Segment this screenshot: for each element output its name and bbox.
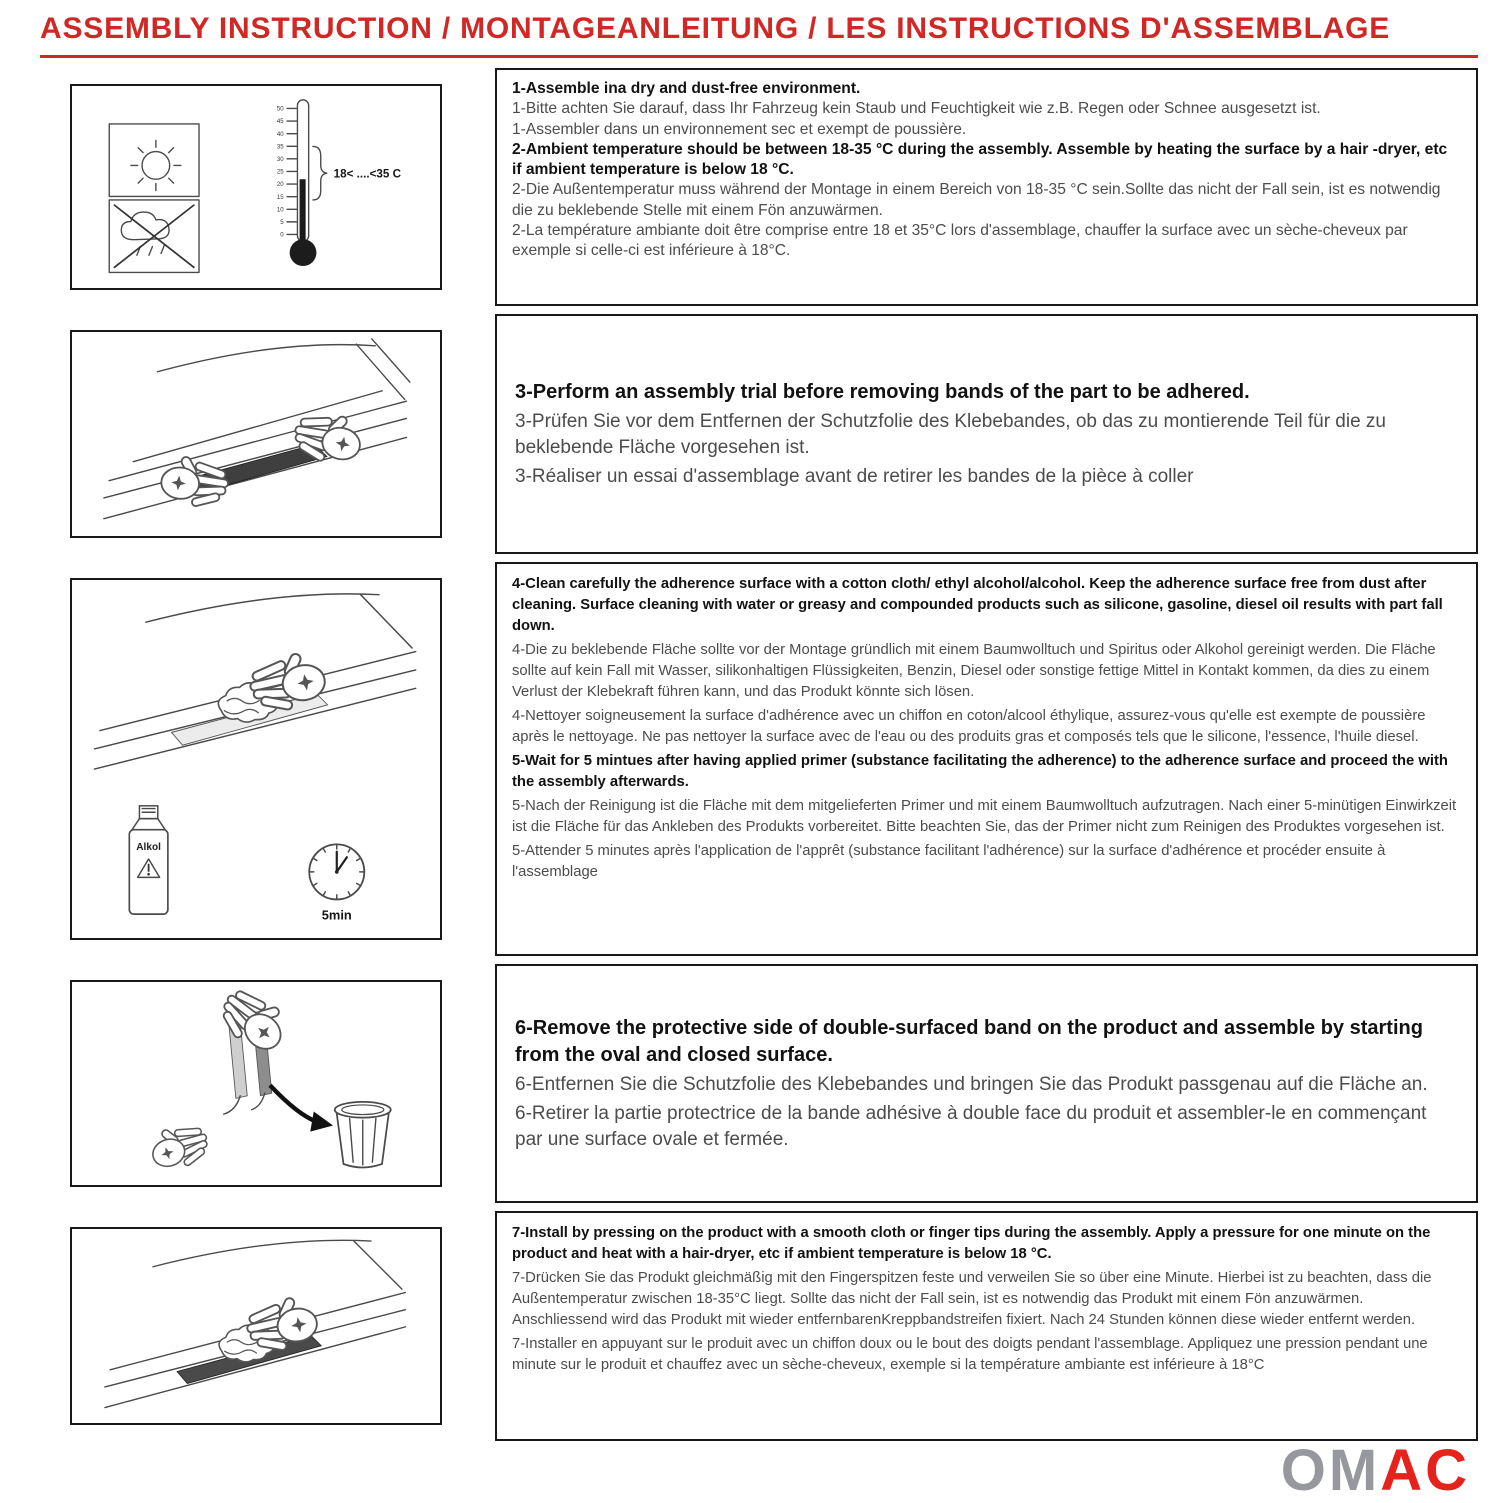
thermometer-scale-10: 10	[276, 207, 284, 214]
remove-band-illustration	[72, 982, 440, 1185]
logo-ac: AC	[1380, 1437, 1470, 1503]
clock-icon	[309, 844, 364, 922]
press-install-illustration	[72, 1229, 440, 1423]
footer	[30, 1437, 1478, 1503]
step-2-fr: 2-La température ambiante doit être comprise entre 18 et 35°C lors d'assemblage, chauffer la surface avec un sèche-cheveux par exemple si celle-ci est inférieure à 18°C.	[512, 221, 1408, 260]
step-7-en: 7-Install by pressing on the product with a smooth cloth or finger tips during the assembly. Apply a pressure for one minute on the product and heat with a hair-dryer, etc if ambient temperature is below 18 °C.	[512, 1225, 1431, 1262]
logo-om: OM	[1280, 1437, 1381, 1503]
thermometer-scale-40: 40	[276, 131, 284, 138]
environment-temperature-illustration	[72, 86, 440, 288]
figure-environment-temperature	[70, 84, 442, 290]
thermometer-scale-0: 0	[280, 232, 284, 239]
step-5-de: 5-Nach der Reinigung ist die Fläche mit dem mitgelieferten Primer und mit einem Baumwolltuch aufzutragen. Nach einer 5-minütigen Einwirkzeit ist die Fläche für das Ankleben des Produkts vorbereitet. Bitte beachten Sie, das der Primer nicht zum Reinigen des Produktes vorgesehen ist.	[512, 798, 1457, 835]
instructions-steps-4-5	[495, 562, 1478, 956]
instructions-step-3	[495, 314, 1478, 554]
step-3-en: 3-Perform an assembly trial before removing bands of the part to be adhered.	[515, 380, 1250, 403]
alcohol-bottle-label: Alkol	[136, 841, 161, 853]
clock-duration-label: 5min	[321, 907, 352, 923]
thermometer-scale-50: 50	[276, 106, 284, 113]
thermometer-scale-30: 30	[276, 157, 284, 164]
step-5-fr: 5-Attender 5 minutes après l'application de l'apprêt (substance facilitant l'adhérence) sur la surface d'adhérence et procéder ensuite à l'assemblage	[512, 843, 1386, 880]
no-rain-icon	[109, 200, 199, 273]
temperature-range-label: 18< ....<35 C	[333, 167, 402, 181]
figure-cleaning-primer	[70, 578, 442, 940]
step-3-fr: 3-Réaliser un essai d'assemblage avant de retirer les bandes de la pièce à coller	[515, 465, 1194, 487]
pulling-hand-illustration	[146, 1117, 213, 1176]
alcohol-bottle-icon	[129, 806, 168, 914]
gripping-hand-illustration	[211, 982, 296, 1061]
range-bracket	[313, 146, 327, 200]
thermometer-scale-20: 20	[276, 182, 284, 189]
step-1-de: 1-Bitte achten Sie darauf, dass Ihr Fahrzeug kein Staub und Feuchtigkeit wie z.B. Regen oder Schnee ausgesetzt ist.	[512, 100, 1321, 118]
step-4-fr: 4-Nettoyer soigneusement la surface d'adhérence avec un chiffon en coton/alcool éthylique, assurez-vous qu'elle est exempte de poussière après le nettoyage. Ne pas nettoyer la surface avec de l'eau ou des produits gras et composés tels que le silicone, l'essence, l'huile diesel.	[512, 708, 1426, 745]
step-1-fr: 1-Assembler dans un environnement sec et exempt de poussière.	[512, 120, 967, 138]
step-4-de: 4-Die zu beklebende Fläche sollte vor der Montage gründlich mit einem Baumwolltuch und Spiritus oder Alkohol gereinigt werden. Die Fläche sollte auf kein Fall mit Wasser, silikonhaltigen Flüssigkeiten, Benzin, Diesel oder sonstige fettige Mittel in Kontakt kommen, da dies zu einem Verlust der Klebekraft führen kann, und das Produkt könnte sich lösen.	[512, 642, 1436, 700]
step-row-7	[30, 1211, 1478, 1441]
instructions-step-7	[495, 1211, 1478, 1441]
thermometer-scale-15: 15	[276, 194, 284, 201]
car-door-sill-sketch	[104, 339, 410, 519]
step-6-fr: 6-Retirer la partie protectrice de la bande adhésive à double face du produit et assembler-le en commençant par une surface ovale et fermée.	[515, 1102, 1427, 1150]
figure-assembly-trial	[70, 330, 442, 538]
figure-press-install	[70, 1227, 442, 1425]
arrow-line	[270, 1085, 317, 1122]
step-7-fr: 7-Installer en appuyant sur le produit avec un chiffon doux ou le bout des doigts pendant l'assemblage. Appliquez une pression pendant une minute sur le produit et chauffez avec un sèche-cheveux, exemple si la température ambiante est inférieure à 18°C	[512, 1336, 1428, 1373]
thermometer-icon	[277, 100, 327, 266]
step-row-3	[30, 314, 1478, 554]
step-1-en: 1-Assemble ina dry and dust-free environment.	[512, 80, 861, 97]
arrow-head	[310, 1112, 333, 1132]
sun-icon	[109, 124, 199, 197]
step-row-1-2	[30, 68, 1478, 306]
step-2-de: 2-Die Außentemperatur muss während der Montage in einem Bereich von 18-35 °C sein.Sollte das nicht der Fall sein, ist es notwendig die zu beklebende Stelle mit einem Fön anzuwärmen.	[512, 181, 1441, 219]
step-6-en: 6-Remove the protective side of double-surfaced band on the product and assemble by starting from the oval and closed surface.	[515, 1016, 1423, 1066]
instructions-step-6	[495, 964, 1478, 1203]
step-7-de: 7-Drücken Sie das Produkt gleichmäßig mit den Fingerspitzen feste und verweilen Sie so über eine Minute. Hierbei ist zu beachten, dass die Außentemperatur zwischen 18-35°C liegt. Sollte das nicht der Fall sein, ist es notwendig das Produkt mit einem Fön anzuwärmen. Anschliessend wird das Produkt mit wieder entfernbarenKreppbandstreifen fixiert. Nach 24 Stunden können diese wieder entfernt werden.	[512, 1270, 1432, 1328]
instruction-rows	[30, 68, 1478, 1441]
step-5-en: 5-Wait for 5 mintues after having applied primer (substance facilitating the adherence) to the adherence surface and proceed the with the assembly afterwards.	[512, 753, 1448, 790]
header	[30, 12, 1478, 58]
cleaning-illustration	[72, 580, 440, 938]
figure-remove-band	[70, 980, 442, 1187]
step-4-en: 4-Clean carefully the adherence surface with a cotton cloth/ ethyl alcohol/alcohol. Keep the adherence surface free from dust after cleaning. Surface cleaning with water or greasy and compounded products such as silicone, gasoline, diesel oil results with part fall down.	[512, 576, 1443, 634]
title-underline	[40, 55, 1478, 58]
instructions-steps-1-2	[495, 68, 1478, 306]
page-title: ASSEMBLY INSTRUCTION / MONTAGEANLEITUNG / LES INSTRUCTIONS D'ASSEMBLAGE	[40, 12, 1391, 45]
thermometer-scale-35: 35	[276, 144, 284, 151]
step-row-4-5	[30, 562, 1478, 956]
step-row-6	[30, 964, 1478, 1203]
thermometer-scale-45: 45	[276, 119, 284, 126]
step-6-de: 6-Entfernen Sie die Schutzfolie des Klebebandes und bringen Sie das Produkt passgenau auf die Fläche an.	[515, 1073, 1428, 1095]
trash-can-icon	[335, 1102, 391, 1168]
thermometer-scale-25: 25	[276, 169, 284, 176]
omac-logo	[1280, 1437, 1470, 1503]
step-2-en: 2-Ambient temperature should be between 18-35 °C during the assembly. Assemble by heating the surface by a hair -dryer, etc if ambient temperature is below 18 °C.	[512, 140, 1448, 179]
assembly-trial-illustration	[72, 332, 440, 536]
step-3-de: 3-Prüfen Sie vor dem Entfernen der Schutzfolie des Klebebandes, ob das zu montierende Teil für die zu beklebende Fläche vorgesehen ist.	[515, 410, 1387, 458]
thermometer-scale-5: 5	[280, 220, 284, 227]
